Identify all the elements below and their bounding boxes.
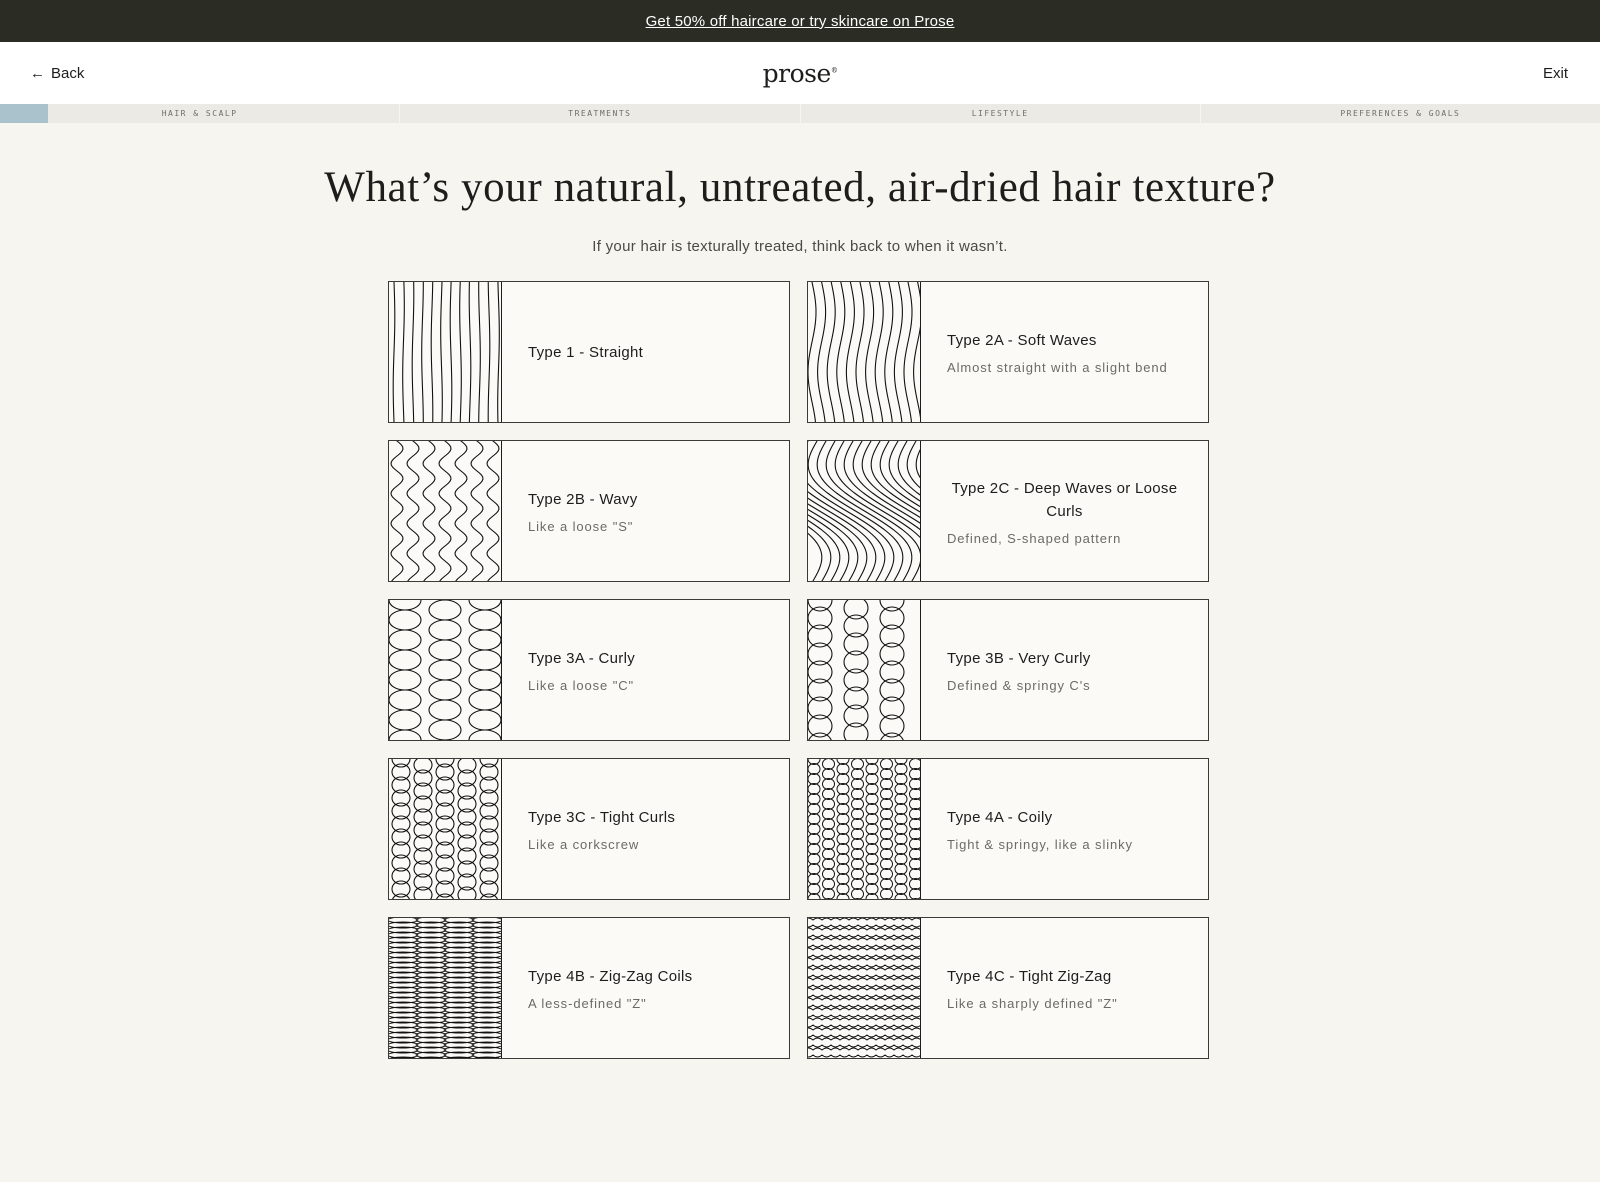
option-description: Almost straight with a slight bend: [947, 360, 1168, 375]
option-type-4c[interactable]: [807, 917, 1209, 1059]
option-label: Type 2C - Deep Waves or Loose Curls: [951, 479, 1178, 520]
option-type-3a[interactable]: [388, 599, 790, 741]
option-description: Like a loose "S": [528, 519, 634, 534]
back-button[interactable]: [30, 65, 84, 82]
option-type-2a[interactable]: [807, 281, 1209, 423]
back-label: Back: [51, 64, 85, 82]
registered-mark: ®: [830, 66, 838, 75]
option-label: Type 4B - Zig-Zag Coils: [528, 968, 693, 985]
option-type-3c[interactable]: [388, 758, 790, 900]
progress-bar: [0, 104, 1600, 123]
option-type-2c[interactable]: [807, 440, 1209, 582]
question-title: What’s your natural, untreated, air-dried hair texture?: [324, 164, 1276, 211]
logo-text: prose: [762, 58, 831, 88]
progress-step-preferences-goals: PREFERENCES & GOALS: [1340, 109, 1461, 118]
progress-step-hair-scalp: HAIR & SCALP: [0, 104, 400, 123]
option-label: Type 2B - Wavy: [528, 491, 638, 508]
coily-icon: [808, 759, 921, 899]
option-description: Tight & springy, like a slinky: [947, 837, 1133, 852]
option-label: Type 3B - Very Curly: [947, 650, 1091, 667]
question-subtitle: If your hair is texturally treated, think back to when it wasn’t.: [592, 238, 1008, 255]
promo-link[interactable]: Get 50% off haircare or try skincare on Prose: [645, 12, 955, 30]
progress-step-treatments: TREATMENTS: [400, 104, 800, 123]
deep-waves-icon: [808, 441, 921, 581]
exit-button[interactable]: Exit: [1542, 64, 1568, 82]
prose-logo[interactable]: [763, 59, 838, 88]
option-description: Defined, S-shaped pattern: [947, 530, 1122, 546]
progress-step-lifestyle: LIFESTYLE: [801, 104, 1201, 123]
corkscrew-curls-icon: [389, 759, 502, 899]
promo-banner: [0, 0, 1600, 42]
option-label: Type 4A - Coily: [947, 809, 1053, 826]
option-type-2b[interactable]: [388, 440, 790, 582]
option-description: Like a corkscrew: [528, 837, 640, 852]
straight-lines-icon: [389, 282, 502, 422]
springy-curls-icon: [808, 600, 921, 740]
option-label: Type 4C - Tight Zig-Zag: [947, 968, 1112, 985]
option-type-3b[interactable]: [807, 599, 1209, 741]
loose-curls-icon: [389, 600, 502, 740]
option-label: Type 3C - Tight Curls: [528, 809, 676, 826]
tight-zigzag-icon: [808, 918, 921, 1058]
option-description: Like a loose "C": [528, 678, 635, 693]
option-type-4b[interactable]: [388, 917, 790, 1059]
option-label: Type 2A - Soft Waves: [947, 332, 1097, 349]
top-navigation: [0, 42, 1600, 104]
zigzag-coils-icon: [389, 918, 502, 1058]
soft-waves-icon: [808, 282, 921, 422]
option-type-1[interactable]: [388, 281, 790, 423]
option-label: Type 3A - Curly: [528, 650, 636, 667]
option-description: Like a sharply defined "Z": [947, 996, 1118, 1011]
arrow-left-icon: ←: [30, 64, 45, 82]
option-label: Type 1 - Straight: [528, 343, 644, 361]
option-type-4a[interactable]: [807, 758, 1209, 900]
option-description: Defined & springy C's: [947, 678, 1091, 693]
option-description: A less-defined "Z": [528, 996, 647, 1011]
hair-texture-options: [388, 281, 1210, 1059]
wavy-lines-icon: [389, 441, 502, 581]
